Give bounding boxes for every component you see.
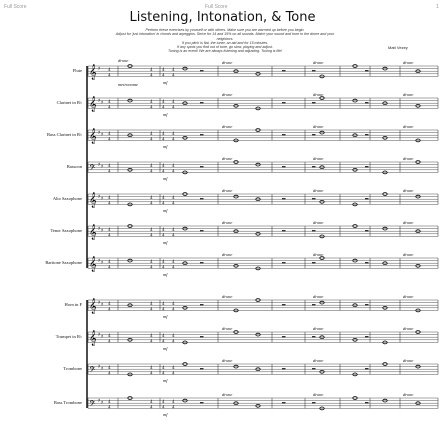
treble-clef: 𝄞 bbox=[89, 65, 97, 80]
sharp-sign: ♯ bbox=[98, 300, 101, 306]
time-sig-numerator: 4 bbox=[162, 302, 165, 307]
whole-rest bbox=[312, 134, 316, 135]
time-sig-denominator: 4 bbox=[162, 371, 165, 377]
time-sig-numerator: 4 bbox=[108, 132, 111, 137]
time-sig-denominator: 4 bbox=[172, 137, 175, 143]
time-sig-denominator: 4 bbox=[150, 233, 153, 239]
whole-rest bbox=[365, 336, 369, 337]
treble-clef: 𝄞 bbox=[89, 299, 97, 314]
drone-label: drone bbox=[222, 124, 233, 129]
time-sig-denominator: 4 bbox=[108, 233, 111, 239]
whole-rest bbox=[365, 230, 369, 231]
drone-label: drone bbox=[313, 392, 324, 397]
drone-label: drone bbox=[313, 124, 324, 129]
drone-label: drone bbox=[313, 220, 324, 225]
whole-rest bbox=[200, 402, 204, 403]
time-sig-denominator: 4 bbox=[172, 169, 175, 175]
time-sig-numerator: 4 bbox=[108, 400, 111, 405]
whole-rest bbox=[200, 230, 204, 231]
time-sig-denominator: 4 bbox=[162, 137, 165, 143]
time-sig-numerator: 4 bbox=[172, 400, 175, 405]
time-sig-denominator: 4 bbox=[162, 339, 165, 345]
drone-label: drone bbox=[403, 124, 414, 129]
whole-rest bbox=[200, 70, 204, 71]
drone-label: drone bbox=[403, 358, 414, 363]
treble-clef: 𝄞 bbox=[89, 257, 97, 272]
time-sig-numerator: 4 bbox=[150, 228, 153, 233]
instrument-label: Horn in F bbox=[64, 302, 82, 307]
time-sig-numerator: 4 bbox=[172, 334, 175, 339]
time-sig-numerator: 4 bbox=[150, 164, 153, 169]
drone-label: drone bbox=[313, 156, 324, 161]
drone-label: drone bbox=[313, 92, 324, 97]
dynamic-mark: mf bbox=[163, 208, 168, 213]
whole-rest bbox=[282, 230, 286, 231]
time-sig-denominator: 4 bbox=[108, 339, 111, 345]
time-sig-numerator: 4 bbox=[150, 302, 153, 307]
sharp-sign: ♯ bbox=[98, 98, 101, 104]
instrument-label: Flute bbox=[72, 68, 82, 73]
whole-rest bbox=[200, 336, 204, 337]
whole-rest bbox=[312, 368, 316, 369]
instrument-label: Bassoon bbox=[66, 164, 82, 169]
dynamic-mark: mf bbox=[163, 112, 168, 117]
whole-rest bbox=[312, 70, 316, 71]
drone-label: drone bbox=[222, 326, 233, 331]
whole-rest bbox=[200, 368, 204, 369]
whole-rest bbox=[312, 304, 316, 305]
instrument-label: Trombone bbox=[63, 366, 82, 371]
time-sig-numerator: 4 bbox=[108, 100, 111, 105]
time-sig-denominator: 4 bbox=[162, 307, 165, 313]
drone-label: drone bbox=[313, 358, 324, 363]
time-sig-denominator: 4 bbox=[150, 105, 153, 111]
whole-rest bbox=[365, 304, 369, 305]
time-sig-numerator: 4 bbox=[150, 366, 153, 371]
time-sig-denominator: 4 bbox=[150, 169, 153, 175]
time-sig-denominator: 4 bbox=[150, 339, 153, 345]
drone-label: drone bbox=[222, 294, 233, 299]
sharp-sign: ♯ bbox=[101, 366, 104, 372]
time-sig-denominator: 4 bbox=[150, 265, 153, 271]
instruction-line: Adjust for 'just intonation' in chords and arpeggios. Strive for 14 and 15% on all sounds. Match your sound and tone to the drone and your neighbors. bbox=[115, 32, 335, 41]
whole-rest bbox=[282, 336, 286, 337]
sharp-sign: ♯ bbox=[101, 400, 104, 406]
bass-clef: 𝄢 bbox=[89, 164, 96, 175]
treble-clef: 𝄞 bbox=[89, 129, 97, 144]
whole-rest bbox=[282, 134, 286, 135]
time-sig-denominator: 4 bbox=[108, 169, 111, 175]
drone-label: drone bbox=[403, 294, 414, 299]
page-number: 1 bbox=[436, 4, 439, 10]
drone-label: drone bbox=[403, 60, 414, 65]
sharp-sign: ♯ bbox=[98, 398, 101, 404]
sharp-sign: ♯ bbox=[101, 132, 104, 138]
dynamic-mark: mf bbox=[163, 412, 168, 417]
header-left: Full Score bbox=[4, 4, 27, 10]
whole-rest bbox=[365, 166, 369, 167]
time-sig-numerator: 4 bbox=[108, 68, 111, 73]
drone-label: drone bbox=[118, 58, 129, 63]
time-sig-numerator: 4 bbox=[172, 196, 175, 201]
sharp-sign: ♯ bbox=[98, 130, 101, 136]
time-sig-denominator: 4 bbox=[162, 105, 165, 111]
score-title: Listening, Intonation, & Tone bbox=[129, 10, 316, 25]
time-sig-denominator: 4 bbox=[162, 265, 165, 271]
time-sig-numerator: 4 bbox=[150, 400, 153, 405]
whole-rest bbox=[365, 102, 369, 103]
sharp-sign: ♯ bbox=[101, 196, 104, 202]
time-sig-numerator: 4 bbox=[150, 196, 153, 201]
whole-rest bbox=[200, 304, 204, 305]
sharp-sign: ♯ bbox=[101, 164, 104, 170]
whole-rest bbox=[312, 166, 316, 167]
time-sig-denominator: 4 bbox=[162, 201, 165, 207]
time-sig-numerator: 4 bbox=[172, 228, 175, 233]
drone-label: drone bbox=[222, 220, 233, 225]
time-sig-denominator: 4 bbox=[108, 201, 111, 207]
bass-clef: 𝄢 bbox=[89, 400, 96, 411]
instrument-label: Tenor Saxophone bbox=[50, 228, 82, 233]
instruction-line: Tuning is an event! We are always listening and adjusting. Tuning is life! bbox=[167, 49, 283, 54]
dynamic-mark: mf bbox=[163, 378, 168, 383]
drone-label: drone bbox=[403, 252, 414, 257]
whole-rest bbox=[365, 70, 369, 71]
time-sig-denominator: 4 bbox=[172, 73, 175, 79]
whole-rest bbox=[200, 102, 204, 103]
time-sig-numerator: 4 bbox=[108, 334, 111, 339]
drone-label: drone bbox=[222, 156, 233, 161]
time-sig-numerator: 4 bbox=[172, 100, 175, 105]
time-sig-denominator: 4 bbox=[172, 405, 175, 411]
header-center: Full Score bbox=[205, 4, 228, 10]
whole-rest bbox=[365, 262, 369, 263]
drone-label: drone bbox=[313, 294, 324, 299]
time-sig-numerator: 4 bbox=[162, 260, 165, 265]
whole-rest bbox=[312, 262, 316, 263]
instruction-line: Perform these exercises by yourself or with others. Make sure you are warmed up before you begin. bbox=[145, 28, 305, 32]
whole-rest bbox=[282, 262, 286, 263]
instruction-line: If you pitch is flat, the tuner, an aid and for 15 minutes. bbox=[181, 40, 269, 45]
time-sig-numerator: 4 bbox=[162, 196, 165, 201]
time-sig-numerator: 4 bbox=[150, 68, 153, 73]
time-sig-numerator: 4 bbox=[172, 302, 175, 307]
instrument-label: Trumpet in B♭ bbox=[55, 334, 82, 339]
time-sig-denominator: 4 bbox=[172, 371, 175, 377]
drone-label: drone bbox=[403, 92, 414, 97]
instrument-label: Bass Trombone bbox=[53, 400, 82, 405]
whole-rest bbox=[312, 402, 316, 403]
whole-rest bbox=[312, 336, 316, 337]
whole-rest bbox=[282, 198, 286, 199]
time-sig-numerator: 4 bbox=[108, 228, 111, 233]
time-sig-numerator: 4 bbox=[162, 334, 165, 339]
treble-clef: 𝄞 bbox=[89, 193, 97, 208]
sharp-sign: ♯ bbox=[98, 194, 101, 200]
time-sig-numerator: 4 bbox=[172, 260, 175, 265]
whole-rest bbox=[312, 102, 316, 103]
whole-rest bbox=[312, 198, 316, 199]
metronome-label: metronome bbox=[118, 82, 139, 87]
dynamic-mark: mf bbox=[163, 144, 168, 149]
time-sig-numerator: 4 bbox=[172, 366, 175, 371]
time-sig-numerator: 4 bbox=[108, 164, 111, 169]
time-sig-denominator: 4 bbox=[172, 105, 175, 111]
drone-label: drone bbox=[403, 220, 414, 225]
time-sig-numerator: 4 bbox=[150, 132, 153, 137]
bass-clef: 𝄢 bbox=[89, 366, 96, 377]
sharp-sign: ♯ bbox=[101, 228, 104, 234]
sharp-sign: ♯ bbox=[98, 66, 101, 72]
time-sig-denominator: 4 bbox=[162, 405, 165, 411]
time-sig-denominator: 4 bbox=[108, 265, 111, 271]
time-sig-denominator: 4 bbox=[108, 73, 111, 79]
treble-clef: 𝄞 bbox=[89, 225, 97, 240]
drone-label: drone bbox=[313, 326, 324, 331]
time-sig-numerator: 4 bbox=[108, 196, 111, 201]
time-sig-numerator: 4 bbox=[162, 132, 165, 137]
sharp-sign: ♯ bbox=[101, 100, 104, 106]
composer: Matt Vezey bbox=[388, 45, 408, 50]
drone-label: drone bbox=[403, 188, 414, 193]
treble-clef: 𝄞 bbox=[89, 97, 97, 112]
treble-clef: 𝄞 bbox=[89, 331, 97, 346]
sharp-sign: ♯ bbox=[98, 162, 101, 168]
whole-rest bbox=[200, 198, 204, 199]
whole-rest bbox=[282, 166, 286, 167]
time-sig-denominator: 4 bbox=[150, 137, 153, 143]
dynamic-mark: mf bbox=[163, 240, 168, 245]
instruction-line: If any spots you find out of tune, go slow, playing and adjust. bbox=[177, 45, 273, 50]
time-sig-numerator: 4 bbox=[162, 100, 165, 105]
time-sig-numerator: 4 bbox=[108, 302, 111, 307]
dynamic-mark: mf bbox=[163, 346, 168, 351]
time-sig-denominator: 4 bbox=[162, 73, 165, 79]
time-sig-denominator: 4 bbox=[150, 201, 153, 207]
time-sig-denominator: 4 bbox=[172, 339, 175, 345]
dynamic-mark: mf bbox=[163, 80, 168, 85]
time-sig-denominator: 4 bbox=[108, 137, 111, 143]
time-sig-denominator: 4 bbox=[162, 233, 165, 239]
time-sig-numerator: 4 bbox=[172, 164, 175, 169]
sharp-sign: ♯ bbox=[101, 302, 104, 308]
sharp-sign: ♯ bbox=[98, 258, 101, 264]
sharp-sign: ♯ bbox=[98, 226, 101, 232]
drone-label: drone bbox=[403, 392, 414, 397]
time-sig-numerator: 4 bbox=[150, 334, 153, 339]
time-sig-denominator: 4 bbox=[172, 265, 175, 271]
time-sig-numerator: 4 bbox=[162, 366, 165, 371]
time-sig-numerator: 4 bbox=[108, 260, 111, 265]
dynamic-mark: mf bbox=[163, 176, 168, 181]
sharp-sign: ♯ bbox=[101, 260, 104, 266]
whole-rest bbox=[200, 134, 204, 135]
sharp-sign: ♯ bbox=[101, 334, 104, 340]
whole-rest bbox=[282, 304, 286, 305]
time-sig-numerator: 4 bbox=[172, 68, 175, 73]
instrument-label: Baritone Saxophone bbox=[45, 260, 82, 265]
time-sig-denominator: 4 bbox=[172, 233, 175, 239]
drone-label: drone bbox=[313, 252, 324, 257]
drone-label: drone bbox=[222, 252, 233, 257]
sharp-sign: ♯ bbox=[98, 332, 101, 338]
time-sig-denominator: 4 bbox=[108, 105, 111, 111]
time-sig-numerator: 4 bbox=[162, 68, 165, 73]
time-sig-denominator: 4 bbox=[108, 371, 111, 377]
drone-label: drone bbox=[222, 92, 233, 97]
time-sig-numerator: 4 bbox=[172, 132, 175, 137]
sharp-sign: ♯ bbox=[98, 364, 101, 370]
drone-label: drone bbox=[222, 392, 233, 397]
drone-label: drone bbox=[403, 326, 414, 331]
time-sig-denominator: 4 bbox=[150, 405, 153, 411]
drone-label: drone bbox=[222, 188, 233, 193]
dynamic-mark: mf bbox=[163, 272, 168, 277]
whole-rest bbox=[200, 166, 204, 167]
time-sig-numerator: 4 bbox=[162, 228, 165, 233]
whole-rest bbox=[365, 198, 369, 199]
whole-rest bbox=[365, 134, 369, 135]
time-sig-numerator: 4 bbox=[108, 366, 111, 371]
time-sig-denominator: 4 bbox=[108, 405, 111, 411]
dynamic-mark: mf bbox=[163, 314, 168, 319]
whole-rest bbox=[282, 402, 286, 403]
time-sig-denominator: 4 bbox=[150, 73, 153, 79]
whole-rest bbox=[282, 102, 286, 103]
instrument-label: Alto Saxophone bbox=[52, 196, 82, 201]
whole-rest bbox=[365, 402, 369, 403]
drone-label: drone bbox=[222, 60, 233, 65]
drone-label: drone bbox=[222, 358, 233, 363]
time-sig-numerator: 4 bbox=[150, 100, 153, 105]
drone-label: drone bbox=[313, 60, 324, 65]
time-sig-denominator: 4 bbox=[150, 371, 153, 377]
instrument-label: Bass Clarinet in B♭ bbox=[47, 132, 82, 137]
time-sig-numerator: 4 bbox=[162, 400, 165, 405]
drone-label: drone bbox=[403, 156, 414, 161]
time-sig-numerator: 4 bbox=[150, 260, 153, 265]
whole-rest bbox=[282, 70, 286, 71]
time-sig-denominator: 4 bbox=[108, 307, 111, 313]
time-sig-denominator: 4 bbox=[172, 307, 175, 313]
instrument-label: Clarinet in B♭ bbox=[56, 100, 82, 105]
time-sig-numerator: 4 bbox=[162, 164, 165, 169]
time-sig-denominator: 4 bbox=[172, 201, 175, 207]
time-sig-denominator: 4 bbox=[162, 169, 165, 175]
drone-label: drone bbox=[313, 188, 324, 193]
time-sig-denominator: 4 bbox=[150, 307, 153, 313]
whole-rest bbox=[365, 368, 369, 369]
whole-rest bbox=[312, 230, 316, 231]
whole-rest bbox=[282, 368, 286, 369]
whole-rest bbox=[200, 262, 204, 263]
